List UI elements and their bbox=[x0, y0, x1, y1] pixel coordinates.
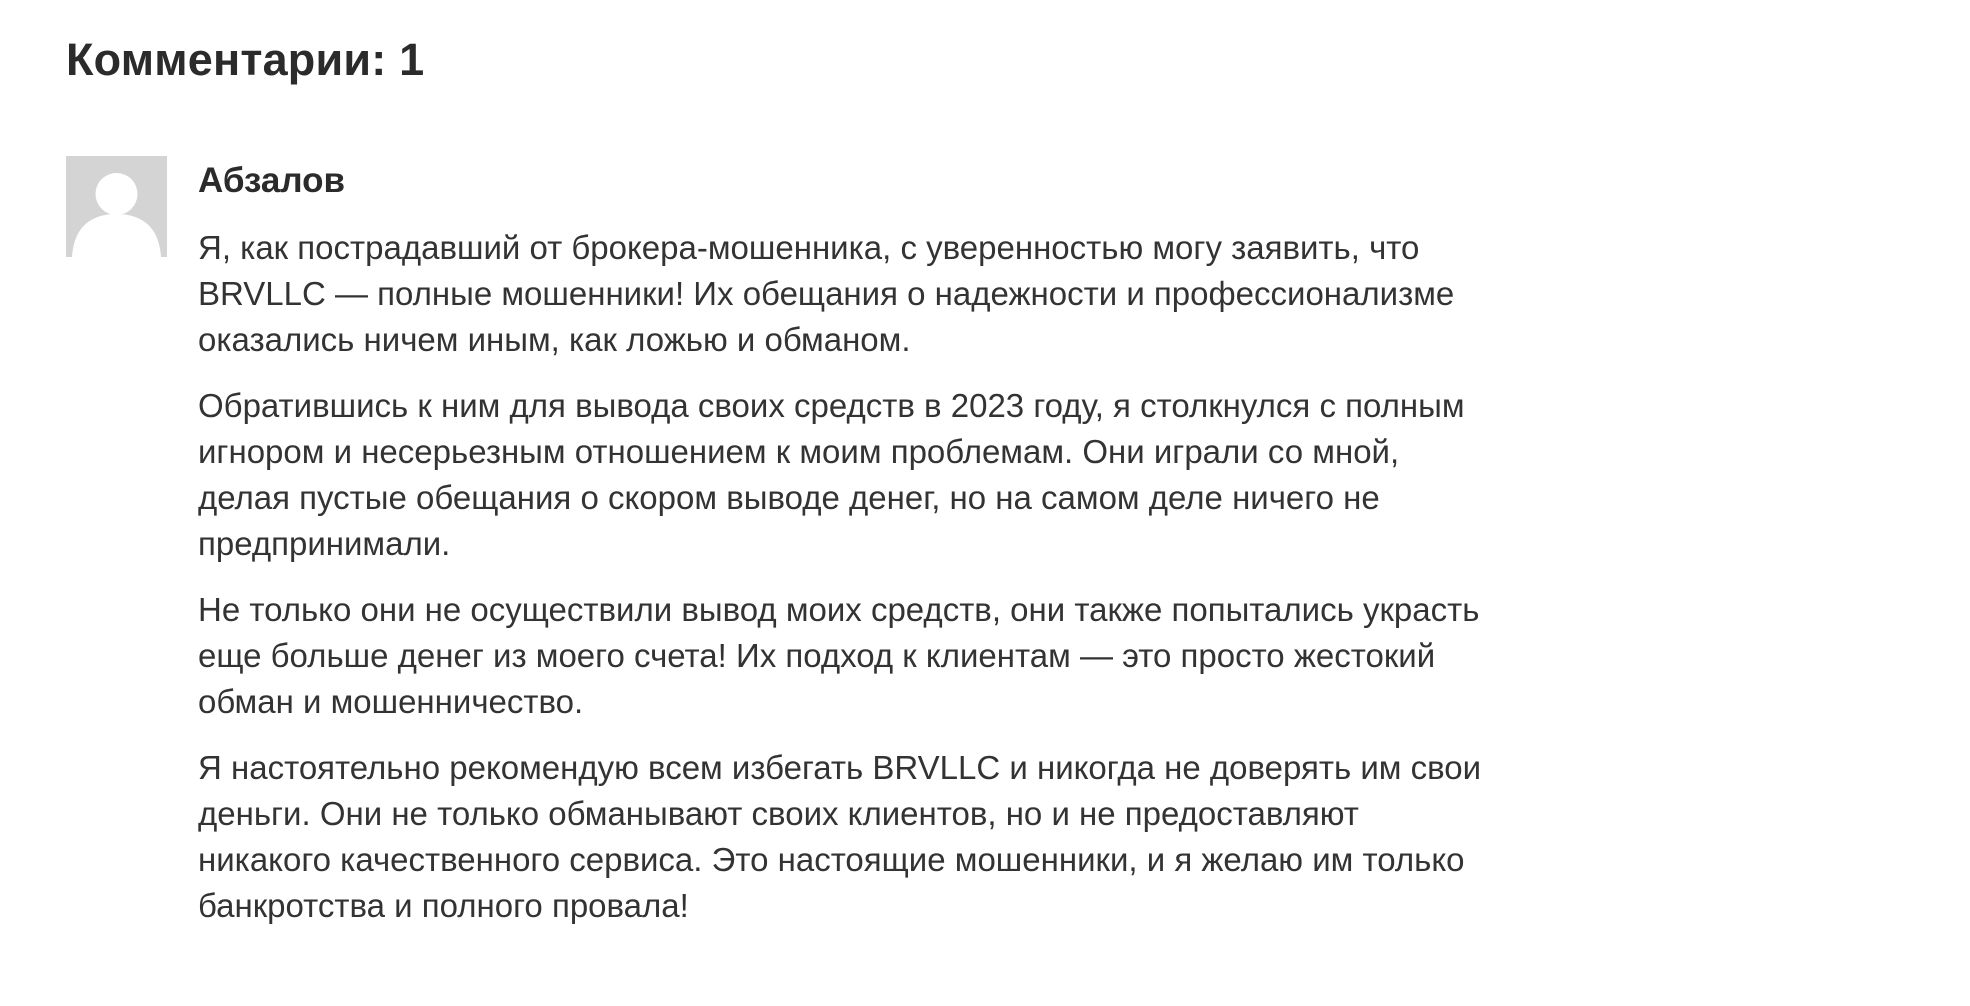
comment-paragraph: Я настоятельно рекомендую всем избегать BRVLLC и никогда не доверять им свои деньги. Они не только обманывают своих клиентов, но и не предоставляют никакого качественного сервиса. Это настоящие мошенники, и я желаю им только банкротства и полного провала! bbox=[198, 749, 1482, 924]
comment-author-name: Абзалов bbox=[198, 161, 346, 200]
comment-paragraph: Я, как пострадавший от брокера-мошенника, с уверенностью могу заявить, что BRVLLC — полные мошенники! Их обещания о надежности и профессионализме оказались ничем иным, как ложью и обманом. bbox=[198, 229, 1455, 358]
default-user-avatar-icon bbox=[66, 156, 167, 257]
comment-paragraph: Обратившись к ним для вывода своих средств в 2023 году, я столкнулся с полным игнором и несерьезным отношением к моим проблемам. Они играли со мной, делая пустые обещания о скором выводе денег, но на самом деле ничего не предпринимали. bbox=[198, 387, 1465, 562]
comment-body bbox=[198, 156, 1498, 949]
comments-count-heading: Комментарии: 1 bbox=[66, 34, 425, 85]
comment-paragraph: Не только они не осуществили вывод моих средств, они также попытались украсть еще больше денег из моего счета! Их подход к клиентам — это просто жестокий обман и мошенничество. bbox=[198, 591, 1480, 720]
user-silhouette-icon bbox=[66, 156, 167, 257]
